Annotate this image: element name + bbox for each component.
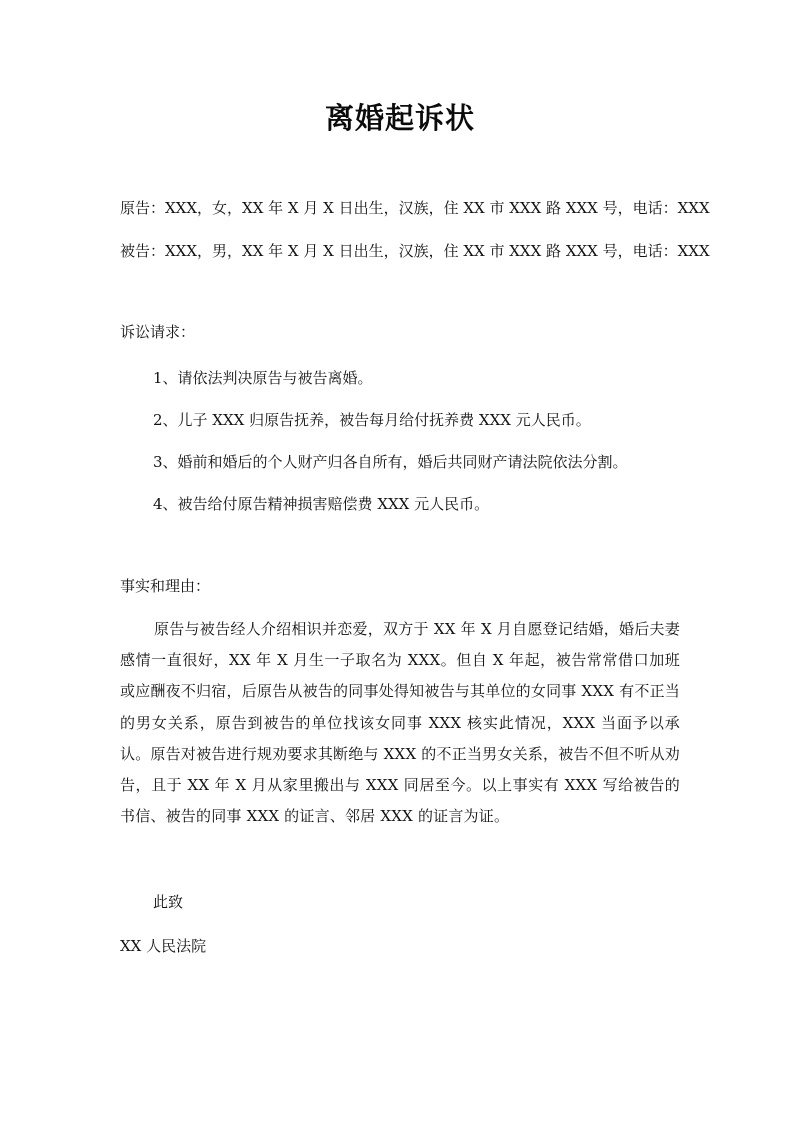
claim-item-3: 3、婚前和婚后的个人财产归各自所有，婚后共同财产请法院依法分割。 [153, 453, 628, 471]
court-name: XX 人民法院 [120, 937, 207, 955]
facts-heading: 事实和理由： [120, 577, 211, 595]
defendant-info: 被告：XXX，男，XX 年 X 月 X 日出生，汉族，住 XX 市 XXX 路 XXX 号，电话：XXX [120, 242, 710, 260]
claim-item-4: 4、被告给付原告精神损害赔偿费 XXX 元人民币。 [153, 495, 490, 513]
claim-item-1: 1、请依法判决原告与被告离婚。 [153, 369, 373, 387]
claim-item-2: 2、儿子 XXX 归原告抚养，被告每月给付抚养费 XXX 元人民币。 [153, 411, 591, 429]
closing-salutation: 此致 [153, 893, 184, 911]
plaintiff-info: 原告：XXX，女，XX 年 X 月 X 日出生，汉族，住 XX 市 XXX 路 XXX 号，电话：XXX [120, 199, 710, 217]
document-title: 离婚起诉状 [324, 101, 475, 135]
facts-body: 原告与被告经人介绍相识并恋爱，双方于 XX 年 X 月自愿登记结婚，婚后夫妻感情一直很好，XX 年 X 月生一子取名为 XXX。但自 X 年起，被告常常借口加班或应酬夜不归宿，后原告从被告的同事处得知被告与其单位的女同事 XXX 有不正当的男女关系，原告到被告的单位找该女同事 XXX 核实此情况，XXX 当面予以承认。原告对被告进行规劝要求其断绝与 XXX 的不正当男女关系，被告不但不听从劝告，且于 XX 年 X 月从家里搬出与 XXX 同居至今。以上事实有 XXX 写给被告的书信、被告的同事 XXX 的证言、邻居 XXX 的证言为证。 [120, 620, 680, 826]
claims-heading: 诉讼请求： [120, 323, 196, 341]
